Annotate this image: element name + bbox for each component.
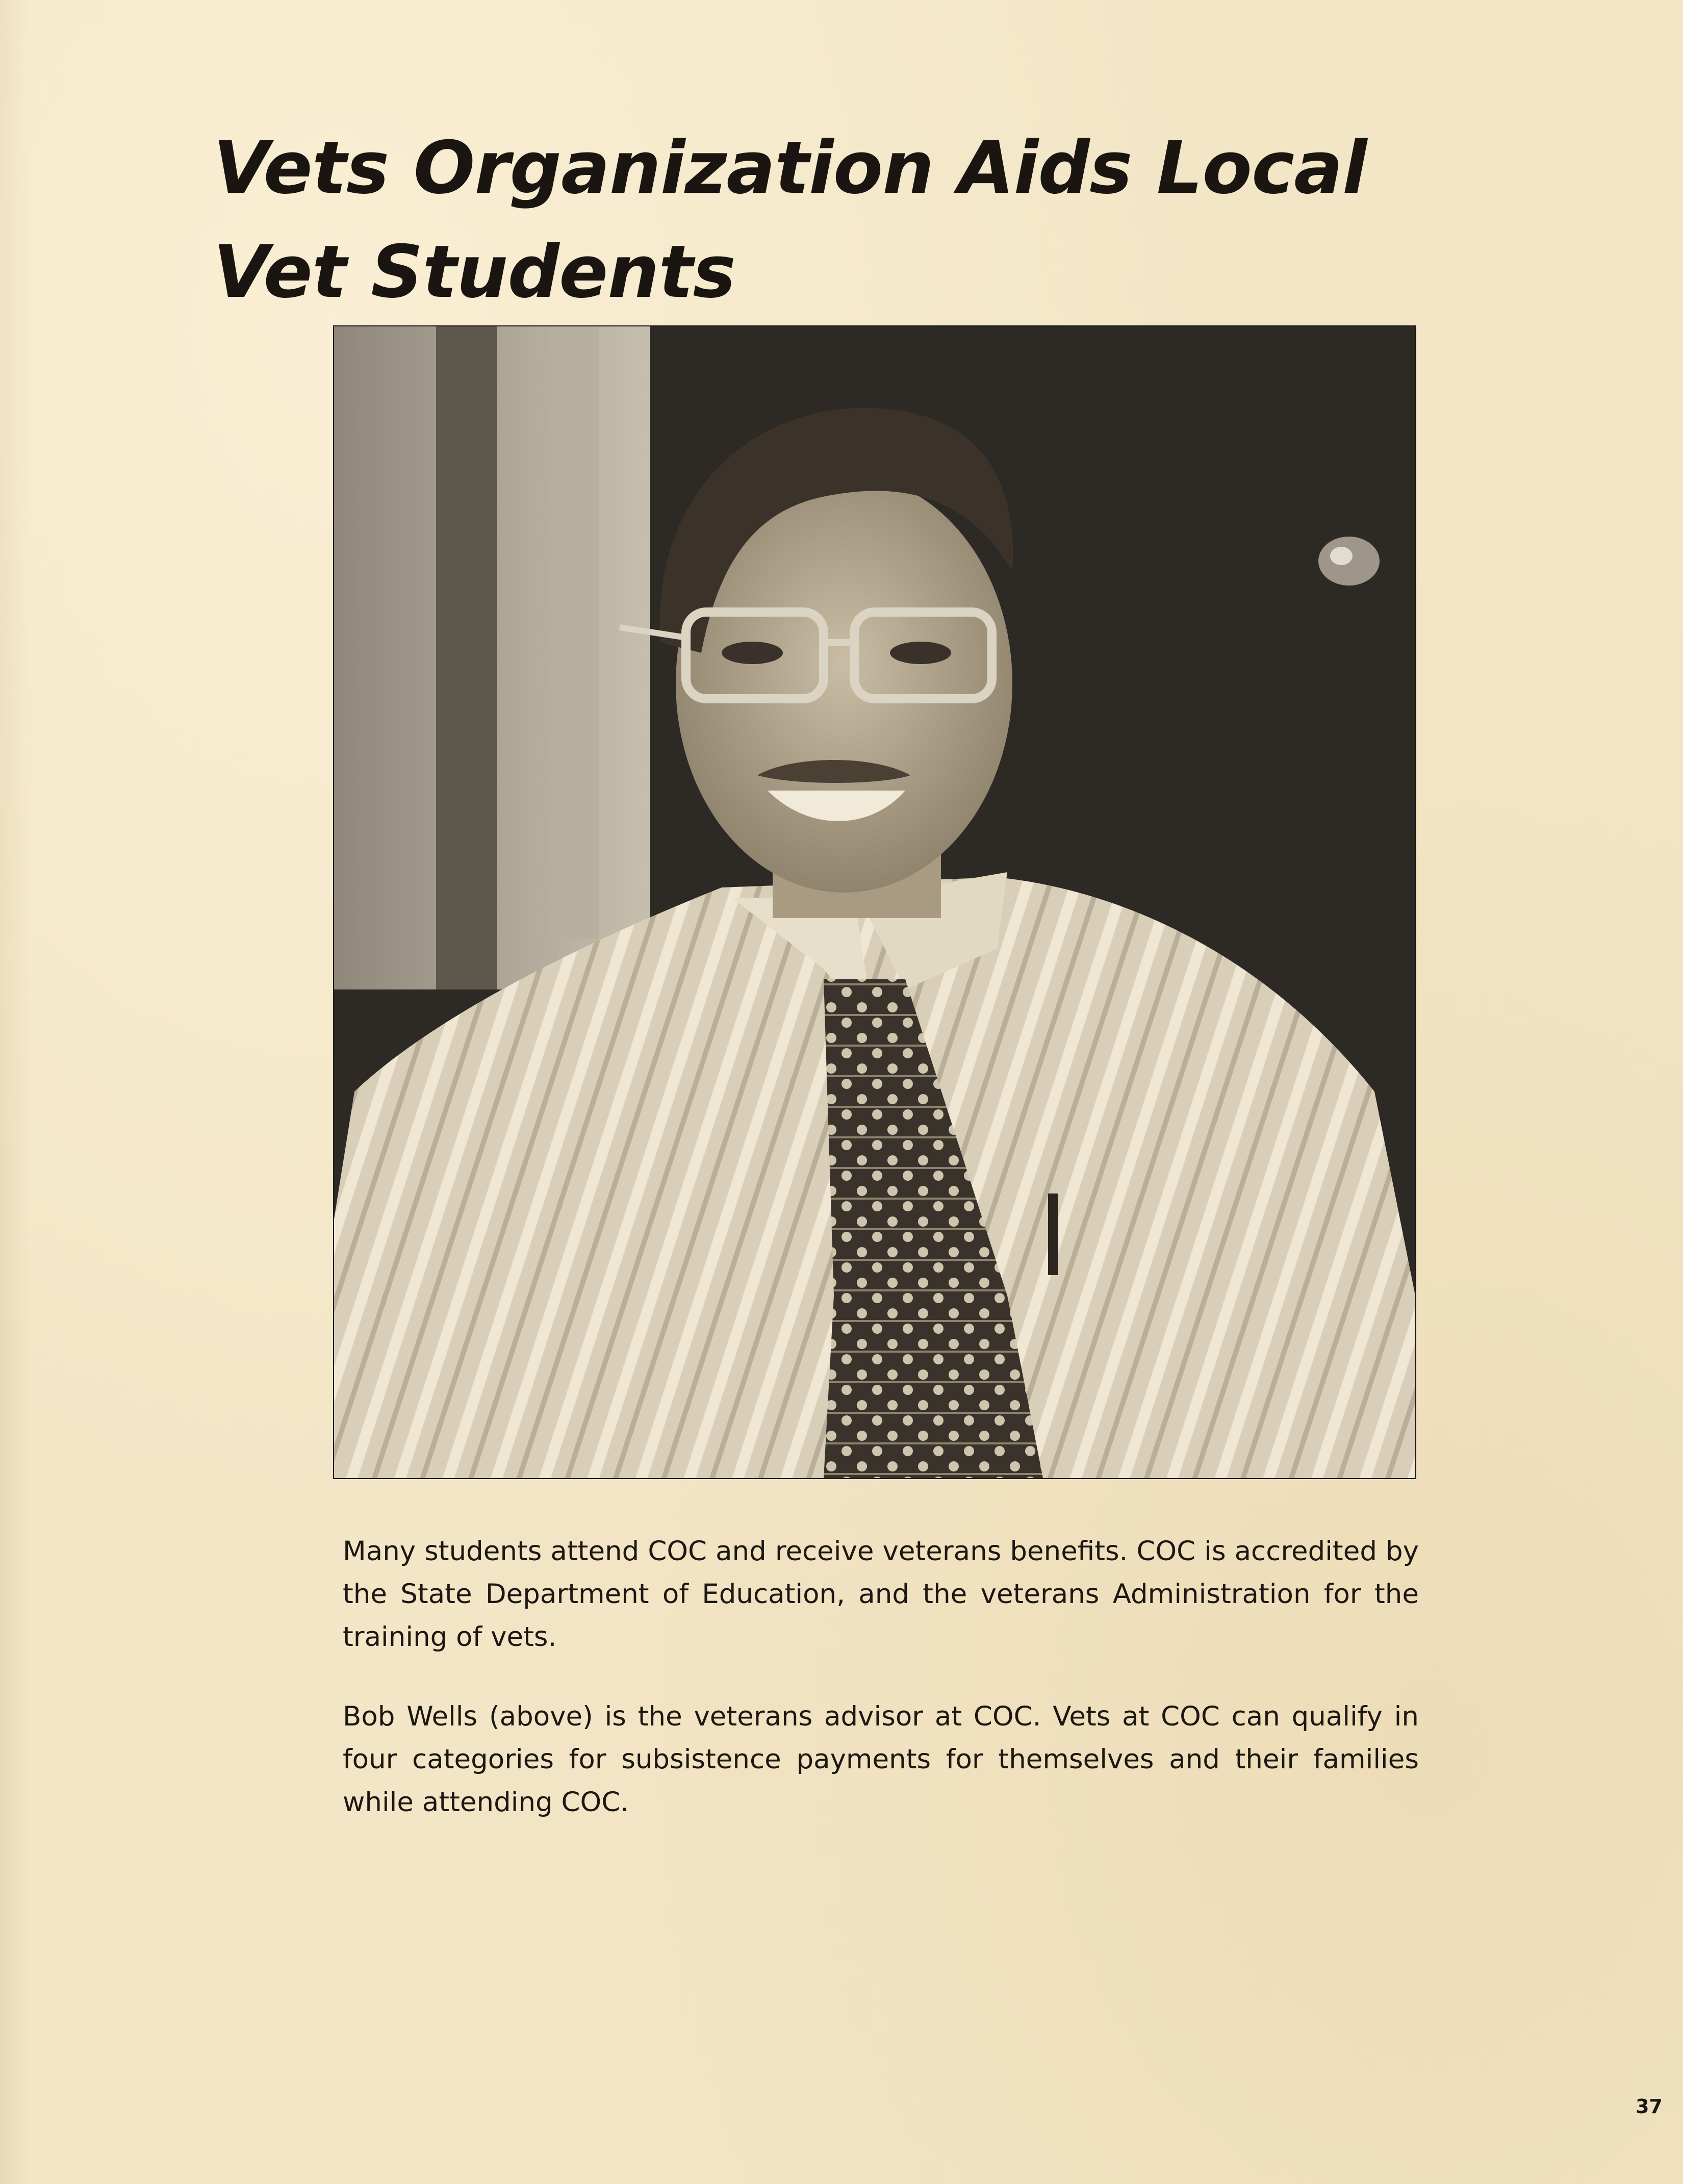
portrait-photo: [334, 326, 1415, 1478]
page-number: 37: [1636, 2095, 1663, 2118]
portrait-photo-illustration: [334, 326, 1415, 1478]
article-body: [343, 1530, 1419, 1861]
paragraph: Bob Wells (above) is the veterans advisor at COC. Vets at COC can qualify in four categories for subsistence payments for themselves and their families while attending COC.: [343, 1701, 1419, 1818]
paragraph: Many students attend COC and receive veterans benefits. COC is accredited by the State Department of Education, and the veterans Administration for the training of vets.: [343, 1536, 1419, 1653]
page-headline: Vets Organization Aids Local Vet Students: [213, 126, 1367, 314]
